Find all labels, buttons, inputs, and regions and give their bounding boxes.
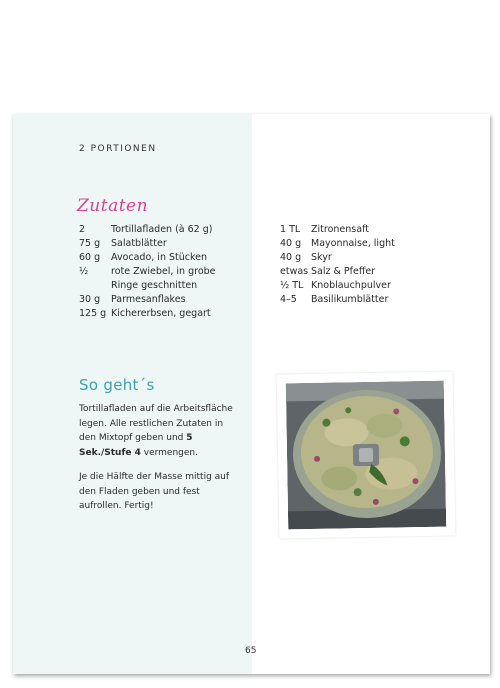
ingredient-qty bbox=[79, 279, 111, 293]
ingredient-name: Salz & Pfeffer bbox=[311, 266, 376, 277]
step-1-setting: 5 Sek./Stufe 4 bbox=[79, 433, 193, 458]
ingredient-qty: 30 g bbox=[79, 294, 101, 305]
ingredient-name: Avocado, in Stücken bbox=[111, 252, 208, 263]
ingredient-row bbox=[280, 237, 470, 251]
ingredient-name: Ringe geschnitten bbox=[111, 280, 198, 291]
ingredient-name: Mayonnaise, light bbox=[311, 238, 395, 249]
ingredient-row bbox=[79, 237, 249, 251]
ingredient-qty: 2 bbox=[79, 224, 86, 235]
ingredient-row bbox=[79, 223, 249, 237]
ingredient-name: Zitronensaft bbox=[311, 224, 369, 235]
ingredient-row bbox=[280, 293, 470, 307]
ingredient-qty: 60 g bbox=[79, 252, 101, 263]
ingredient-name: Basilikumblätter bbox=[311, 294, 389, 305]
page-number: 65 bbox=[245, 646, 257, 656]
ingredients-heading: Zutaten bbox=[77, 196, 149, 216]
ingredient-name: Kichererbsen, gegart bbox=[111, 308, 211, 319]
ingredient-qty: 1 TL bbox=[280, 224, 301, 235]
ingredient-row bbox=[280, 279, 470, 293]
ingredient-qty: ½ bbox=[79, 266, 89, 277]
ingredients-list-left bbox=[79, 223, 249, 321]
steps-heading: So geht´s bbox=[79, 376, 155, 394]
book-page bbox=[13, 114, 490, 674]
ingredient-qty: 125 g bbox=[79, 308, 107, 319]
ingredient-qty: 75 g bbox=[79, 238, 101, 249]
recipe-photo-frame bbox=[277, 371, 456, 538]
ingredient-row bbox=[79, 293, 249, 307]
ingredient-row bbox=[79, 279, 249, 293]
ingredient-qty: etwas bbox=[280, 266, 309, 277]
ingredient-row bbox=[280, 251, 470, 265]
step-1-text bbox=[79, 402, 239, 460]
ingredient-row bbox=[79, 251, 249, 265]
ingredients-list-right bbox=[280, 223, 470, 307]
ingredient-qty: 40 g bbox=[280, 238, 302, 249]
ingredient-row bbox=[280, 223, 470, 237]
ingredient-name: Salatblätter bbox=[111, 238, 167, 249]
step-1-text-start: Tortillafladen auf die Arbeitsfläche legen. Alle restlichen Zutaten in den Mixtopf geben und bbox=[79, 404, 233, 443]
step-1-text-end: vermengen. bbox=[140, 447, 198, 458]
ingredient-qty: 4–5 bbox=[280, 294, 297, 305]
ingredient-name: rote Zwiebel, in grobe bbox=[111, 266, 216, 277]
ingredient-name: Tortillafladen (à 62 g) bbox=[111, 224, 213, 235]
ingredient-name: Parmesanflakes bbox=[111, 294, 186, 305]
ingredient-row bbox=[79, 307, 249, 321]
ingredient-name: Knoblauchpulver bbox=[311, 280, 391, 291]
ingredient-row bbox=[79, 265, 249, 279]
step-2-text: Je die Hälfte der Masse mittig auf den Fladen geben und fest aufrollen. Fertig! bbox=[79, 472, 230, 511]
ingredient-name: Skyr bbox=[311, 252, 332, 263]
ingredient-qty: ½ TL bbox=[280, 280, 304, 291]
recipe-photo bbox=[286, 381, 447, 530]
food-processor-photo bbox=[286, 381, 447, 530]
portions-label: 2 PORTIONEN bbox=[79, 144, 157, 154]
ingredient-qty: 40 g bbox=[280, 252, 302, 263]
ingredient-row bbox=[280, 265, 470, 279]
